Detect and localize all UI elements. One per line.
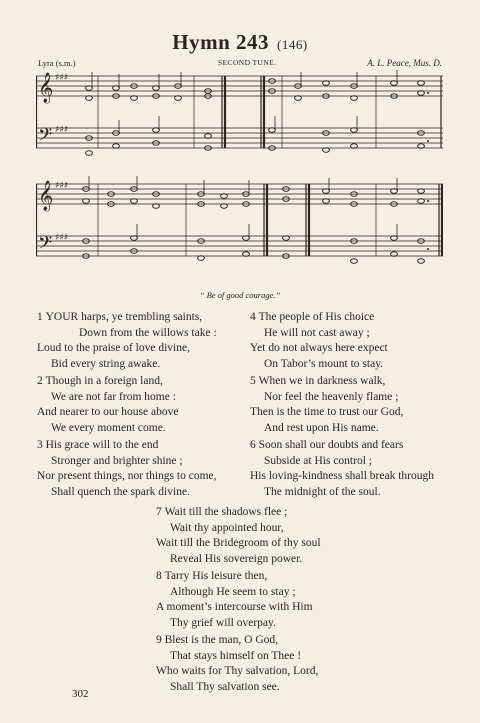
- verse-number: 4: [250, 311, 256, 323]
- verse-line: Yet do not always here expect: [250, 342, 388, 354]
- verse-line: Bid every string awake.: [51, 357, 161, 370]
- music-system-2: [36, 176, 443, 274]
- verse-9: [156, 633, 318, 695]
- hymn-title: [0, 30, 480, 55]
- svg-text:𝄢: 𝄢: [38, 233, 53, 258]
- composer: A. L. Peace, Mus. D.: [367, 58, 442, 68]
- verse-text: YOUR harps, ye trembling saints,: [45, 311, 203, 323]
- verse-line: Shall Thy salvation see.: [170, 680, 280, 693]
- verse-line: We are not far from home :: [51, 390, 176, 403]
- verse-line: Stronger and brighter shine ;: [51, 454, 183, 467]
- hymn-alt-number: (146): [277, 37, 308, 52]
- svg-text:𝄞: 𝄞: [38, 73, 54, 103]
- verse-text: Tarry His leisure then,: [164, 570, 268, 582]
- verse-line: That stays himself on Thee !: [170, 649, 302, 662]
- tune-name: Lyra (s.m.): [38, 58, 76, 68]
- music-system-1: [36, 68, 443, 166]
- music-score-1: [36, 68, 443, 166]
- verse-line: [250, 438, 434, 454]
- verse-5: [250, 374, 403, 436]
- verse-line: [37, 310, 217, 326]
- verse-text: Wait till the shadows flee ;: [164, 506, 288, 518]
- tune-label: SECOND TUNE.: [218, 58, 277, 67]
- verse-line: Who waits for Thy salvation, Lord,: [156, 665, 319, 677]
- verse-line: Thy grief will overpay.: [170, 616, 276, 629]
- verse-line: Down from the willows take :: [79, 326, 217, 339]
- verse-text: His grace will to the end: [45, 439, 159, 451]
- verse-number: 3: [37, 439, 43, 451]
- svg-text:𝄞: 𝄞: [38, 181, 54, 211]
- svg-text:♯♯♯: ♯♯♯: [55, 233, 69, 243]
- page-number: 302: [72, 688, 89, 700]
- verse-line: He will not cast away ;: [264, 326, 370, 339]
- verse-line: A moment’s intercourse with Him: [156, 601, 313, 613]
- verse-line: We every moment come.: [51, 421, 166, 434]
- verse-7: [156, 505, 321, 567]
- verse-1: [37, 310, 217, 372]
- verse-6: [250, 438, 434, 500]
- verse-line: [250, 374, 403, 390]
- verse-line: On Tabor’s mount to stay.: [264, 357, 384, 370]
- verse-line: And rest upon His name.: [264, 421, 379, 434]
- verse-3: [37, 438, 217, 500]
- verse-number: 7: [156, 506, 162, 518]
- verse-line: His loving-kindness shall break through: [250, 470, 434, 482]
- verse-line: Nor feel the heavenly flame ;: [264, 390, 399, 403]
- verse-line: Although He seem to stay ;: [170, 585, 296, 598]
- verse-text: When we in darkness walk,: [258, 375, 386, 387]
- verse-line: Wait thy appointed hour,: [170, 521, 284, 534]
- verse-8: [156, 569, 313, 631]
- verse-line: [156, 505, 321, 521]
- verse-line: Then is the time to trust our God,: [250, 406, 404, 418]
- verse-number: 5: [250, 375, 256, 387]
- verse-line: [156, 633, 318, 649]
- verse-line: [37, 438, 217, 454]
- svg-text:𝄢: 𝄢: [38, 125, 53, 150]
- verse-text: The people of His choice: [258, 311, 375, 323]
- verse-number: 8: [156, 570, 162, 582]
- verse-2: [37, 374, 178, 436]
- verse-text: Soon shall our doubts and fears: [258, 439, 404, 451]
- verse-line: And nearer to our house above: [37, 406, 179, 418]
- verse-line: [250, 310, 388, 326]
- verse-line: Subside at His control ;: [264, 454, 372, 467]
- hymn-title-text: Hymn 243: [172, 30, 270, 54]
- svg-text:♯♯♯: ♯♯♯: [55, 73, 69, 83]
- verse-number: 1: [37, 311, 43, 323]
- verse-line: Nor present things, nor things to come,: [37, 470, 217, 482]
- verse-line: Shall quench the spark divine.: [51, 485, 190, 498]
- svg-text:♯♯♯: ♯♯♯: [55, 181, 69, 191]
- music-score-2: [36, 176, 443, 274]
- svg-text:♯♯♯: ♯♯♯: [55, 125, 69, 135]
- verse-line: Reveal His sovereign power.: [170, 552, 303, 565]
- verse-number: 2: [37, 375, 43, 387]
- verse-line: [156, 569, 313, 585]
- motto: “ Be of good courage.”: [199, 290, 281, 300]
- verse-line: Loud to the praise of love divine,: [37, 342, 190, 354]
- verse-text: Though in a foreign land,: [45, 375, 163, 387]
- verse-text: Blest is the man, O God,: [164, 634, 279, 646]
- verse-number: 6: [250, 439, 256, 451]
- verse-line: Wait till the Bridegroom of thy soul: [156, 537, 321, 549]
- verse-line: [37, 374, 178, 390]
- verse-number: 9: [156, 634, 162, 646]
- verse-line: The midnight of the soul.: [264, 485, 381, 498]
- verse-4: [250, 310, 388, 372]
